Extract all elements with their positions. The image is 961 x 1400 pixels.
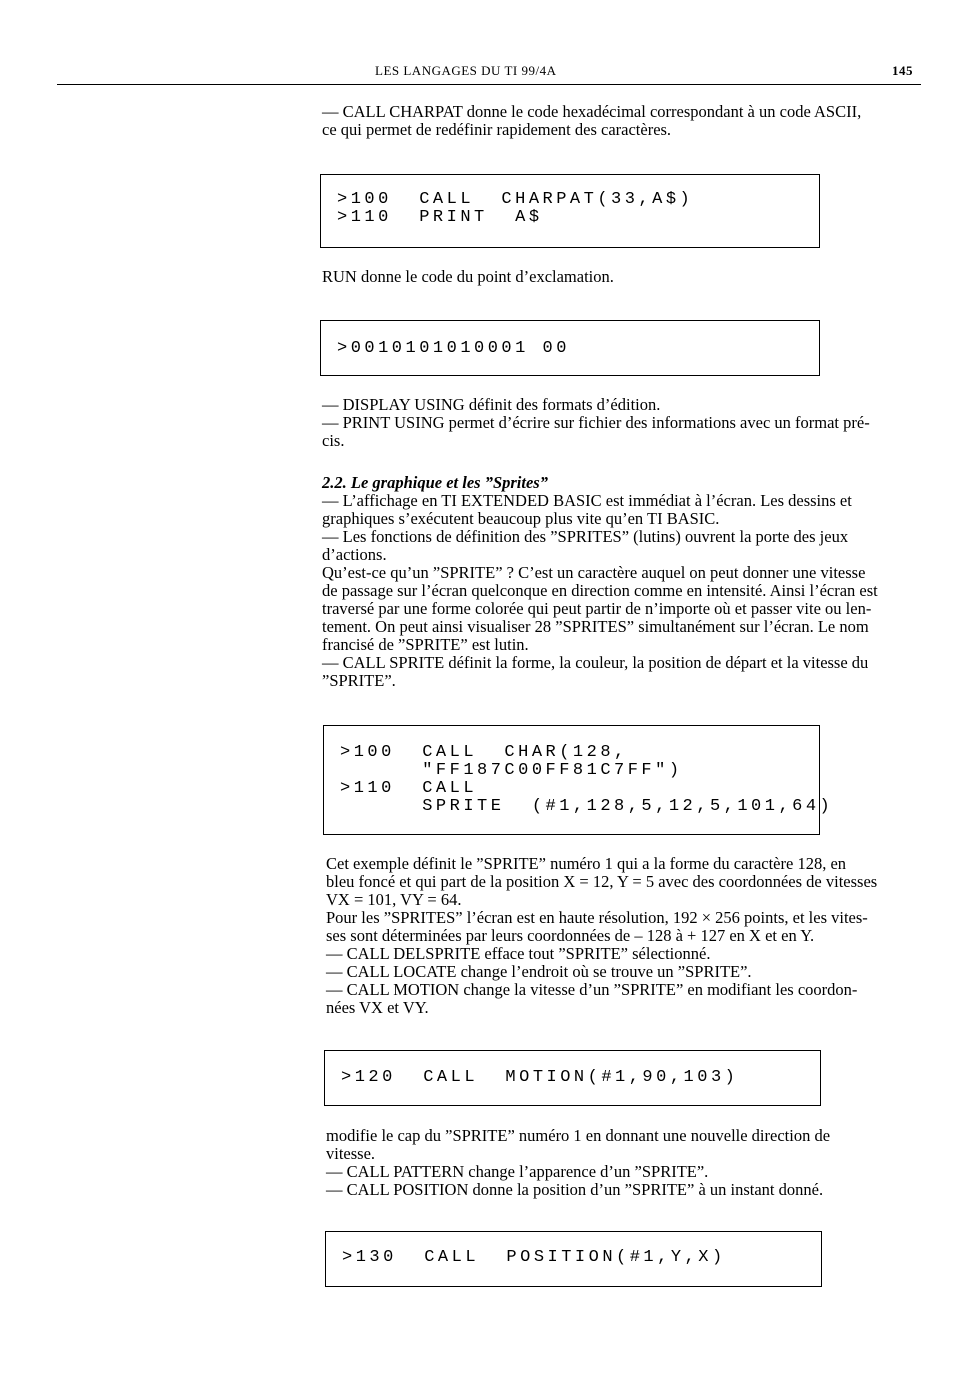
text-line: vitesse.: [326, 1144, 376, 1163]
text-line: — DISPLAY USING définit des formats d’édition.: [322, 395, 661, 414]
running-title: LES LANGAGES DU TI 99/4A: [375, 63, 557, 78]
paragraph-motion: [326, 1127, 919, 1199]
code-box-motion: [324, 1050, 821, 1106]
text-line: d’actions.: [322, 545, 387, 564]
text-line: ”SPRITE”.: [322, 671, 396, 690]
text-line: — CALL MOTION change la vitesse d’un ”SPRITE” en modifiant les coordon-: [326, 980, 858, 999]
text-line: — CALL LOCATE change l’endroit où se trouve un ”SPRITE”.: [326, 962, 752, 981]
code-line: >110 CALL: [340, 779, 478, 798]
text-line: francisé de ”SPRITE” est lutin.: [322, 635, 529, 654]
code-line: "FF187C00FF81C7FF"): [340, 761, 683, 780]
text-line: — CALL POSITION donne la position d’un ”SPRITE” à un instant donné.: [326, 1180, 824, 1199]
text-line: tement. On peut ainsi visualiser 28 ”SPRITES” simultanément sur l’écran. Le nom: [322, 617, 869, 636]
text-line: Qu’est-ce qu’un ”SPRITE” ? C’est un caractère auquel on peut donner une vitesse: [322, 563, 866, 582]
code-line: SPRITE (#1,128,5,12,5,101,64): [340, 797, 834, 816]
text-line: RUN donne le code du point d’exclamation.: [322, 267, 614, 286]
text-line: — L’affichage en TI EXTENDED BASIC est immédiat à l’écran. Les dessins et: [322, 491, 852, 510]
text-line: Pour les ”SPRITES” l’écran est en haute résolution, 192 × 256 points, et les vites-: [326, 908, 868, 927]
paragraph-using: [322, 396, 919, 450]
section-heading: 2.2. Le graphique et les ”Sprites”: [322, 473, 548, 492]
text-line: — CALL DELSPRITE efface tout ”SPRITE” sélectionné.: [326, 944, 711, 963]
code-line: >120 CALL MOTION(#1,90,103): [341, 1068, 739, 1087]
text-line: — Les fonctions de définition des ”SPRITES” (lutins) ouvrent la porte des jeux: [322, 527, 849, 546]
page-number: 145: [892, 63, 913, 78]
code-box-sprite: [323, 725, 834, 835]
page-header: [57, 60, 921, 85]
text-line: — PRINT USING permet d’écrire sur fichier des informations avec un format pré-: [322, 413, 870, 432]
paragraph-run: [322, 268, 919, 286]
text-line: graphiques s’exécutent beaucoup plus vite qu’en TI BASIC.: [322, 509, 720, 528]
code-line: >100 CALL CHAR(128,: [340, 743, 628, 762]
paragraph-charpat: [322, 103, 919, 139]
text-line: modifie le cap du ”SPRITE” numéro 1 en donnant une nouvelle direction de: [326, 1126, 831, 1145]
text-line: — CALL SPRITE définit la forme, la couleur, la position de départ et la vitesse du: [322, 653, 869, 672]
code-line: >0010101010001 00: [337, 339, 570, 358]
text-line: cis.: [322, 431, 345, 450]
text-line: ses sont déterminées par leurs coordonnées de – 128 à + 127 en X et en Y.: [326, 926, 815, 945]
code-line: >100 CALL CHARPAT(33,A$): [337, 190, 694, 209]
text-line: nées VX et VY.: [326, 998, 429, 1017]
code-box-position: [325, 1231, 822, 1287]
text-line: Cet exemple définit le ”SPRITE” numéro 1 qui a la forme du caractère 128, en: [326, 854, 847, 873]
text-line: ce qui permet de redéfinir rapidement des caractères.: [322, 120, 672, 139]
text-line: bleu foncé et qui part de la position X = 12, Y = 5 avec des coordonnées de vitesses: [326, 872, 878, 891]
text-line: VX = 101, VY = 64.: [326, 890, 462, 909]
code-box-charpat: [320, 174, 820, 248]
text-line: de passage sur l’écran quelconque en direction comme en intensité. Ainsi l’écran est: [322, 581, 878, 600]
section-sprites: [322, 474, 919, 690]
code-line: >110 PRINT A$: [337, 208, 543, 227]
code-box-output: [320, 320, 820, 376]
code-line: >130 CALL POSITION(#1,Y,X): [342, 1248, 726, 1267]
text-line: — CALL PATTERN change l’apparence d’un ”SPRITE”.: [326, 1162, 709, 1181]
text-line: traversé par une forme colorée qui peut partir de n’importe où et passer vite ou len-: [322, 599, 872, 618]
text-line: — CALL CHARPAT donne le code hexadécimal correspondant à un code ASCII,: [322, 102, 862, 121]
paragraph-sprite-example: [326, 855, 919, 1017]
